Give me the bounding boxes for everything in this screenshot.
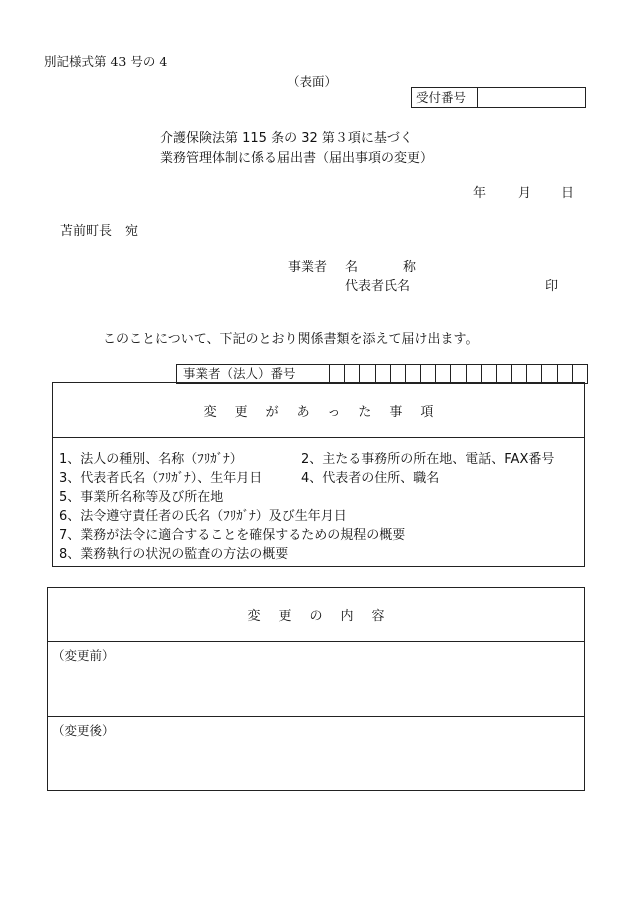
- business-number-cell[interactable]: [451, 365, 466, 383]
- date-year-label: 年: [473, 186, 487, 201]
- changed-item-4[interactable]: 4、代表者の住所、職名: [301, 471, 440, 486]
- representative-name-label: 代表者氏名: [345, 279, 411, 294]
- business-number-row: [176, 364, 588, 384]
- business-number-cell[interactable]: [482, 365, 497, 383]
- changed-item-5[interactable]: 5、事業所名称等及び所在地: [59, 490, 224, 505]
- business-number-cell[interactable]: [406, 365, 421, 383]
- receipt-number-label: 受付番号: [412, 88, 478, 107]
- date-month-label: 月: [518, 186, 532, 201]
- changed-item-2[interactable]: 2、主たる事務所の所在地、電話、FAX番号: [301, 452, 555, 467]
- changed-item-3[interactable]: 3、代表者氏名（ﾌﾘｶﾞﾅ）、生年月日: [59, 471, 263, 486]
- business-number-cell[interactable]: [497, 365, 512, 383]
- receipt-number-field[interactable]: [478, 88, 585, 107]
- date-day-label: 日: [561, 186, 575, 201]
- business-number-cell[interactable]: [558, 365, 573, 383]
- change-contents-heading: 変更の内容: [48, 588, 584, 642]
- business-number-cell[interactable]: [345, 365, 360, 383]
- after-change-section[interactable]: [48, 717, 584, 791]
- business-number-cell[interactable]: [330, 365, 345, 383]
- business-number-cell[interactable]: [512, 365, 527, 383]
- changed-item-8[interactable]: 8、業務執行の状況の監査の方法の概要: [59, 547, 289, 562]
- changed-item-6[interactable]: 6、法令遵守責任者の氏名（ﾌﾘｶﾞﾅ）及び生年月日: [59, 509, 347, 524]
- receipt-number-box: [411, 87, 586, 108]
- business-number-cell[interactable]: [467, 365, 482, 383]
- seal-mark: 印: [545, 279, 559, 294]
- operator-name-label-b: 称: [403, 260, 417, 275]
- operator-label: 事業者: [288, 260, 328, 275]
- changed-items-box: [52, 382, 585, 567]
- form-title-line1: 介護保険法第 115 条の 32 第３項に基づく: [160, 131, 413, 146]
- form-id: 別記様式第 43 号の 4: [44, 54, 168, 69]
- before-change-section[interactable]: [48, 642, 584, 717]
- business-number-cell[interactable]: [527, 365, 542, 383]
- after-change-label: （変更後）: [52, 723, 115, 738]
- business-number-cell[interactable]: [421, 365, 436, 383]
- business-number-cell[interactable]: [360, 365, 375, 383]
- changed-item-7[interactable]: 7、業務が法令に適合することを確保するための規程の概要: [59, 528, 406, 543]
- business-number-cell[interactable]: [542, 365, 557, 383]
- business-number-cell[interactable]: [391, 365, 406, 383]
- before-change-label: （変更前）: [52, 648, 115, 663]
- business-number-label: 事業者（法人）番号: [177, 365, 330, 383]
- change-contents-box: [47, 587, 585, 791]
- business-number-cell[interactable]: [376, 365, 391, 383]
- side-label: （表面）: [287, 74, 338, 89]
- changed-items-heading: 変更があった事項: [53, 383, 584, 438]
- notice-text: このことについて、下記のとおり関係書類を添えて届け出ます。: [103, 332, 479, 347]
- addressee: 苫前町長 宛: [60, 224, 139, 239]
- business-number-cells[interactable]: [330, 365, 587, 383]
- form-title-line2: 業務管理体制に係る届出書（届出事項の変更）: [160, 151, 434, 166]
- changed-item-1[interactable]: 1、法人の種別、名称（ﾌﾘｶﾞﾅ）: [59, 452, 243, 467]
- operator-name-label-a: 名: [345, 260, 359, 275]
- business-number-cell[interactable]: [573, 365, 587, 383]
- business-number-cell[interactable]: [436, 365, 451, 383]
